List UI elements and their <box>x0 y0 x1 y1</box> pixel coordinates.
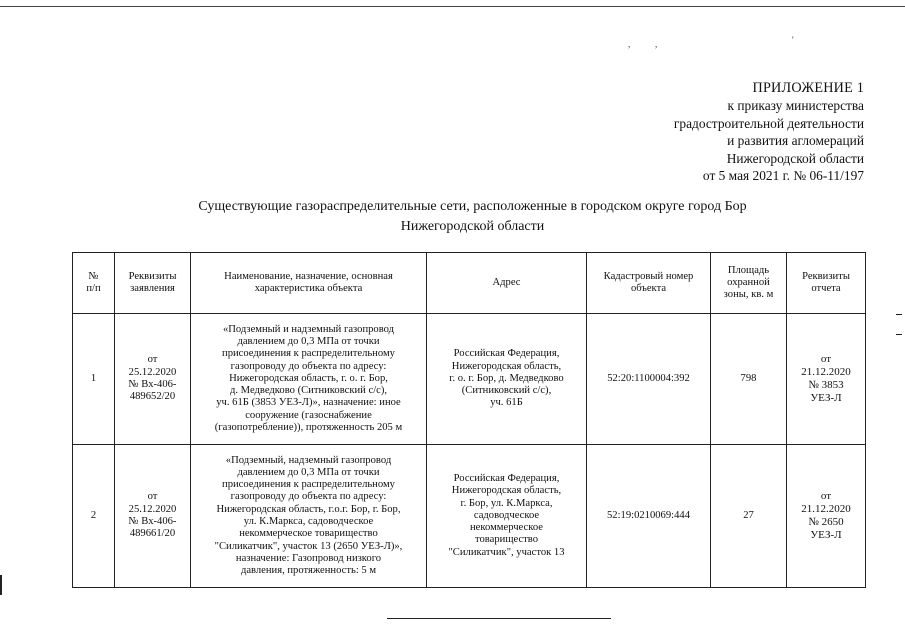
appendix-line: Нижегородской области <box>726 150 864 166</box>
cell-description: «Подземный и надземный газопровод давлением до 0,3 МПа от точки присоединения к распределительному газопроводу до объекта по адресу: Нижегородская область, г. о. г. Бор, д. Медведково (Ситниковский с/с), уч. 61Б (3853 УЕЗ-Л)», назначение: иное сооружение (газоснабжение (газопотребление)), протяженность 205 м <box>191 314 427 445</box>
cell-report: от 21.12.2020 № 3853 УЕЗ-Л <box>787 314 866 445</box>
header-address: Адрес <box>427 253 587 314</box>
header-number: № п/п <box>73 253 115 314</box>
cell-report: от 21.12.2020 № 2650 УЕЗ-Л <box>787 445 866 588</box>
cell-address: Российская Федерация, Нижегородская область, г. о. г. Бор, д. Медведково (Ситниковский с/с), уч. 61Б <box>427 314 587 445</box>
footer-separator-line <box>387 618 611 619</box>
header-cadastral: Кадастровый номер объекта <box>587 253 711 314</box>
scan-top-edge-line <box>0 6 905 7</box>
cell-area: 27 <box>711 445 787 588</box>
scan-edge-mark <box>896 314 902 315</box>
table-row <box>73 445 866 588</box>
cell-address: Российская Федерация, Нижегородская область, г. Бор, ул. К.Маркса, садоводческое некоммерческое товарищество "Силикатчик", участок 13 <box>427 445 587 588</box>
scan-speck: ' <box>792 35 794 45</box>
cell-area: 798 <box>711 314 787 445</box>
document-title-line: Существующие газораспределительные сети, расположенные в городском округе город Бор <box>198 199 747 214</box>
document-title <box>100 197 845 237</box>
table-row <box>73 314 866 445</box>
scan-speck: , <box>655 39 658 49</box>
appendix-line: от 5 мая 2021 г. № 06-11/197 <box>702 168 864 184</box>
gas-networks-table <box>72 252 866 588</box>
cell-number: 2 <box>73 445 115 588</box>
header-report: Реквизиты отчета <box>787 253 866 314</box>
appendix-header <box>504 80 864 184</box>
header-description: Наименование, назначение, основная характеристика объекта <box>191 253 427 314</box>
header-application: Реквизиты заявления <box>115 253 191 314</box>
appendix-line: и развития агломераций <box>727 133 864 149</box>
appendix-line: градостроительной деятельности <box>673 115 864 131</box>
cell-application: от 25.12.2020 № Вх-406- 489661/20 <box>115 445 191 588</box>
scan-edge-mark <box>896 334 902 335</box>
cell-cadastral: 52:20:1100004:392 <box>587 314 711 445</box>
document-title-line: Нижегородской области <box>400 219 545 234</box>
cell-description: «Подземный, надземный газопровод давлением до 0,3 МПа от точки присоединения к распределительному газопроводу до объекта по адресу: Нижегородская область, г.о.г. Бор, г. Бор, ул. К.Маркса, садоводческое некоммерческое товарищество "Силикатчик", участок 13 (2650 УЕЗ-Л)», назначение: Газопровод низкого давления, протяженность: 5 м <box>191 445 427 588</box>
scan-speck: , <box>628 39 631 49</box>
cell-number: 1 <box>73 314 115 445</box>
cell-cadastral: 52:19:0210069:444 <box>587 445 711 588</box>
header-area: Площадь охранной зоны, кв. м <box>711 253 787 314</box>
appendix-line: к приказу министерства <box>727 98 864 114</box>
appendix-title: ПРИЛОЖЕНИЕ 1 <box>752 80 864 96</box>
scan-edge-mark <box>0 575 2 595</box>
table-header-row <box>73 253 866 314</box>
cell-application: от 25.12.2020 № Вх-406- 489652/20 <box>115 314 191 445</box>
